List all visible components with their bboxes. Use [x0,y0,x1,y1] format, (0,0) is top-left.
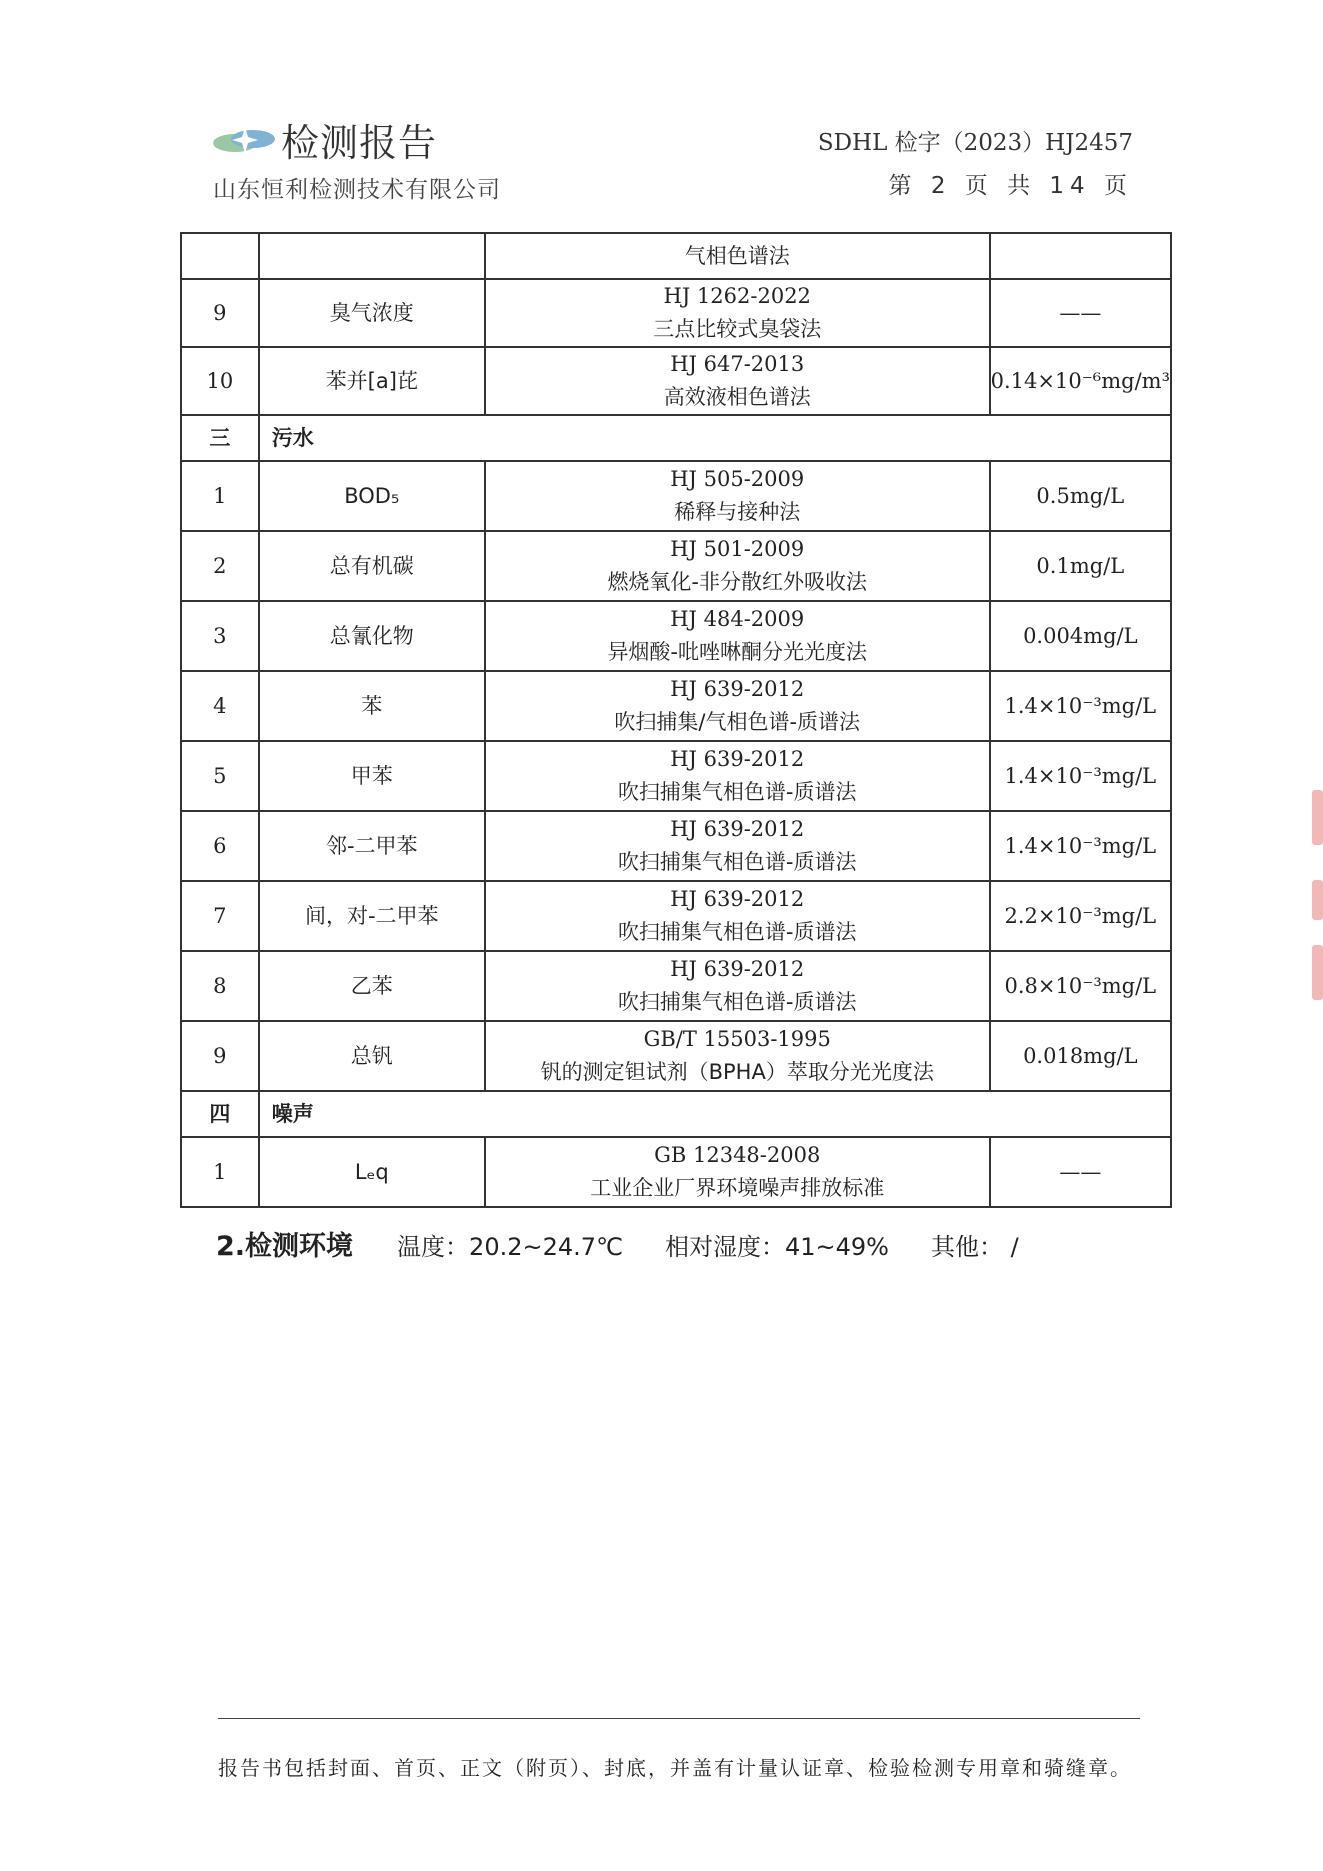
item-name: 间，对-二甲苯 [259,881,485,951]
section-title: 污水 [259,415,1171,461]
table-row [181,1021,1171,1091]
other-conditions: 其他： / [930,1233,1019,1261]
item-name: 总氰化物 [259,601,485,671]
table-row [181,279,1171,347]
method-name: 吹扫捕集气相色谱-质谱法 [617,990,857,1014]
temperature: 温度：20.2~24.7℃ [397,1233,623,1261]
detection-limit: 1.4×10⁻³mg/L [990,811,1171,881]
detection-limit: —— [990,1137,1171,1207]
item-number: 3 [181,601,259,671]
method-standard: HJ 1262-2022 [663,284,811,308]
method-standard: GB/T 15503-1995 [643,1027,831,1051]
detection-limit: 0.5mg/L [990,461,1171,531]
report-number: SDHL 检字（2023）HJ2457 [817,130,1133,156]
table-row [181,741,1171,811]
logo-row [213,112,501,167]
method-cell [485,811,990,881]
seam-stamp-mark [1312,790,1323,845]
item-number: 10 [181,347,259,415]
section-row [181,415,1171,461]
seam-stamp-mark [1312,945,1323,1000]
seam-stamp-mark [1312,880,1323,920]
company-logo-icon [213,119,277,161]
item-number: 1 [181,461,259,531]
table-row [181,671,1171,741]
item-number: 8 [181,951,259,1021]
method-name: 稀释与接种法 [674,500,801,524]
item-number: 9 [181,279,259,347]
method-cell [485,461,990,531]
detection-limit: 2.2×10⁻³mg/L [990,881,1171,951]
method-cell [485,1021,990,1091]
table-body [181,233,1171,1207]
method-cell [485,1137,990,1207]
item-name: 苯并[a]芘 [259,347,485,415]
method-standard: 气相色谱法 [684,243,790,268]
item-number: 4 [181,671,259,741]
method-standard: HJ 484-2009 [670,607,805,631]
detection-limit: 0.004mg/L [990,601,1171,671]
item-name: 乙苯 [259,951,485,1021]
section-title: 噪声 [259,1091,1171,1137]
method-name: 工业企业厂界环境噪声排放标准 [590,1176,885,1200]
item-name: 邻-二甲苯 [259,811,485,881]
method-standard: HJ 647-2013 [670,352,805,376]
report-header [213,112,501,204]
section-number: 三 [181,415,259,461]
method-standard: GB 12348-2008 [654,1143,821,1167]
method-cell [485,279,990,347]
item-name: 臭气浓度 [259,279,485,347]
method-name: 吹扫捕集气相色谱-质谱法 [617,850,857,874]
item-name [259,233,485,279]
method-cell [485,671,990,741]
method-name: 燃烧氧化-非分散红外吸收法 [607,570,868,594]
method-cell [485,881,990,951]
item-name: 总有机碳 [259,531,485,601]
method-cell [485,601,990,671]
method-name: 钒的测定钽试剂（BPHA）萃取分光光度法 [540,1060,934,1084]
environment-title: 2.检测环境 [216,1231,354,1262]
table-row [181,1137,1171,1207]
item-number: 9 [181,1021,259,1091]
method-cell [485,347,990,415]
detection-limit: 1.4×10⁻³mg/L [990,671,1171,741]
report-meta [818,124,1133,210]
item-number: 6 [181,811,259,881]
method-name: 异烟酸-吡唑啉酮分光光度法 [607,640,868,664]
method-name: 吹扫捕集气相色谱-质谱法 [617,780,857,804]
table-row [181,531,1171,601]
table-row [181,811,1171,881]
detection-limit: 0.018mg/L [990,1021,1171,1091]
table-row [181,951,1171,1021]
table-row [181,881,1171,951]
detection-limit: —— [990,279,1171,347]
item-number: 1 [181,1137,259,1207]
method-standard: HJ 639-2012 [670,957,805,981]
method-name: 高效液相色谱法 [663,385,811,409]
detection-methods-table [180,232,1172,1208]
footer-note: 报告书包括封面、首页、正文（附页）、封底，并盖有计量认证章、检验检测专用章和骑缝章。 [218,1756,1132,1780]
detection-limit: 0.1mg/L [990,531,1171,601]
item-name: 苯 [259,671,485,741]
item-number: 5 [181,741,259,811]
detection-limit [990,233,1171,279]
environment-line [216,1224,1061,1263]
detection-limit: 0.14×10⁻⁶mg/m³ [990,347,1171,415]
detection-limit: 1.4×10⁻³mg/L [990,741,1171,811]
table-row [181,601,1171,671]
method-standard: HJ 639-2012 [670,817,805,841]
method-standard: HJ 639-2012 [670,747,805,771]
item-number: 2 [181,531,259,601]
table-row [181,233,1171,279]
footer-divider [218,1718,1140,1719]
section-number: 四 [181,1091,259,1137]
section-row [181,1091,1171,1137]
item-number: 7 [181,881,259,951]
method-name: 三点比较式臭袋法 [653,317,822,341]
method-cell [485,951,990,1021]
report-title: 检测报告 [281,121,438,165]
method-standard: HJ 639-2012 [670,677,805,701]
item-name: Lₑq [259,1137,485,1207]
humidity: 相对湿度：41~49% [664,1233,889,1261]
method-standard: HJ 639-2012 [670,887,805,911]
method-name: 吹扫捕集/气相色谱-质谱法 [614,710,861,734]
table-row [181,461,1171,531]
method-cell [485,531,990,601]
method-standard: HJ 501-2009 [670,537,805,561]
item-name: 甲苯 [259,741,485,811]
company-name: 山东恒利检测技术有限公司 [213,177,501,203]
method-cell [485,741,990,811]
method-name: 吹扫捕集气相色谱-质谱法 [617,920,857,944]
method-cell [485,233,990,279]
table-row [181,347,1171,415]
method-standard: HJ 505-2009 [670,467,805,491]
detection-limit: 0.8×10⁻³mg/L [990,951,1171,1021]
item-name: 总钒 [259,1021,485,1091]
item-name: BOD₅ [259,461,485,531]
page-info: 第 2 页 共 14 页 [888,173,1133,199]
item-number [181,233,259,279]
